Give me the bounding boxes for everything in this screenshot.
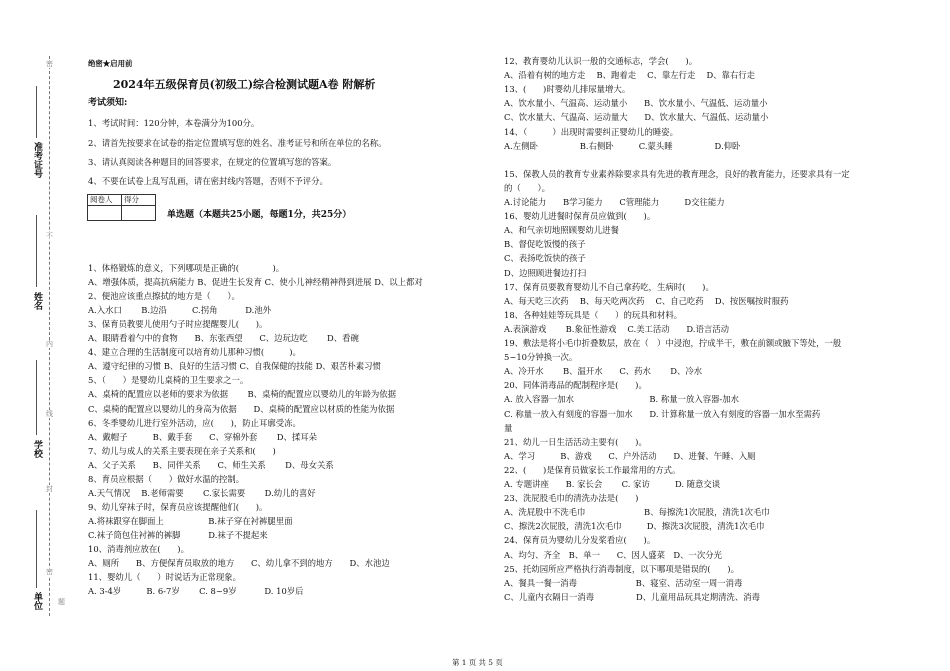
notice-item: 2、请首先按要求在试卷的指定位置填写您的姓名、准考证号和所在单位的名称。: [88, 138, 387, 148]
reviewer-header: 阅卷人: [88, 195, 122, 206]
question-line: A、餐具一餐一消毒 B、寝室、活动室一周一消毒: [504, 577, 743, 588]
question-line: B、督促吃饭慢的孩子: [504, 239, 586, 250]
school-line: [36, 360, 37, 435]
question-line: 5~10分钟换一次。: [504, 352, 578, 363]
seal-mark: 密: [46, 568, 53, 576]
question-line: A.左侧卧 B.右侧卧 C.蒙头睡 D.仰卧: [504, 140, 741, 151]
question-line: C、擦洗2次屁股，清洗1次毛巾 D、擦洗3次屁股，清洗1次毛巾: [504, 521, 765, 532]
question-line: 的（ ）。: [504, 182, 551, 193]
question-line: 量: [504, 422, 513, 433]
question-line: A、冷开水 B、温开水 C、药水 D、冷水: [504, 366, 703, 377]
page-title: 2024年五级保育员(初级工)综合检测试题A卷 附解析: [113, 78, 376, 91]
question-stem: 19、敷法是将小毛巾折叠数层，放在（ ）中浸泡，拧成半干，敷在前额或腋下等处，一般: [504, 338, 842, 348]
reviewer-cell[interactable]: [88, 206, 122, 221]
unit-line: [36, 510, 37, 588]
question-line: A、增强体质，提高抗病能力 B、促进生长发育 C、使小儿神经精神得到进展 D、以上都对: [88, 277, 423, 288]
question-stem: 1、体格锻炼的意义，下列哪项是正确的( )。: [88, 263, 285, 273]
question-stem: 9、幼儿穿袜子时，保育员应该提醒他们( )。: [88, 501, 268, 512]
question-line: A、沿着有树的地方走 B、跑着走 C、靠左行走 D、靠右行走: [504, 70, 756, 81]
question-stem: 6、冬季婴幼儿进行室外活动，应( )，防止耳廓受冻。: [88, 417, 301, 428]
seal-line: [49, 56, 50, 616]
question-stem: 10、消毒剂应放在( )。: [88, 544, 189, 554]
seal-mark: 不: [46, 232, 53, 240]
question-stem: 20、同体消毒品的配制程序是( )。: [504, 380, 647, 391]
question-line: A、厕所 B、方便保育员取放的地方 C、幼儿拿不到的地方 D、水池边: [88, 558, 390, 569]
question-line: A. 放入容器一加水 B. 称量一放入容器-加水: [504, 394, 740, 405]
score-table: [87, 194, 156, 221]
binding-strip: [0, 0, 72, 671]
name-line: [36, 215, 37, 287]
question-line: C、儿童内衣隔日一消毒 D、儿童用品玩具定期清洗、消毒: [504, 591, 760, 602]
question-stem: 15、保教人员的教育专业素养除要求具有先进的教育理念，良好的教育能力，还要求具有一定: [504, 168, 850, 179]
question-stem: 13、( )时婴幼儿排尿量增大。: [504, 84, 631, 95]
seal-mark: 密: [46, 60, 53, 68]
question-line: C、桌椅的配置应以婴幼儿的身高为依据 D、桌椅的配置应以材质的性能为依据: [88, 403, 395, 414]
unit-label: [32, 592, 43, 613]
question-line: A、桌椅的配置应以老师的要求为依据 B、桌椅的配置应以婴幼儿的年龄为依据: [88, 389, 396, 400]
question-line: A、每天吃三次药 B、每天吃两次药 C、自己吃药 D、按医嘱按时服药: [504, 295, 789, 306]
question-stem: 16、婴幼儿进餐时保育员应做到( )。: [504, 211, 656, 222]
question-stem: 25、托幼园所应严格执行消毒制度，以下哪项是错误的( )。: [504, 563, 739, 574]
question-stem: 7、幼儿与成人的关系主要表现在亲子关系和( ): [88, 445, 276, 456]
question-stem: 3、保育员教要儿使用勺子时应提醒婴儿( )。: [88, 319, 268, 330]
exam-number-label: [32, 142, 43, 181]
name-text: 姓名: [32, 292, 42, 310]
question-line: C、表扬吃饭快的孩子: [504, 253, 586, 264]
seal-mark: 题: [58, 598, 65, 606]
question-line: C. 称量一放入有刻度的容器一加水 D. 计算称量一放入有刻度的容器一加水至需药: [504, 408, 821, 419]
question-stem: 8、育员应根据（ ）做好水温的控制。: [88, 473, 245, 484]
seal-mark: 封: [46, 485, 53, 493]
question-line: A、洗屁股中不洗毛巾 B、每擦洗1次屁股，清洗1次毛巾: [504, 507, 770, 518]
score-header: 得分: [122, 195, 156, 206]
question-line: A、戴帽子 B、戴手套 C、穿棉外套 D、揉耳朵: [88, 431, 317, 442]
question-stem: 2、便池应该重点擦拭的地方是（ ）。: [88, 291, 240, 302]
question-line: A.表演游戏 B.象征性游戏 C.美工活动 D.语言活动: [504, 323, 729, 334]
question-line: D、边照顾进餐边打扫: [504, 267, 587, 278]
question-stem: 23、洗屁股毛巾的清洗办法是( ): [504, 493, 639, 504]
question-line: A、眼睛看着勺中的食物 B、东张西望 C、边玩边吃 D、看碗: [88, 333, 359, 344]
question-stem: 12、教育婴幼儿认识一般的交通标志，学会( )。: [504, 56, 698, 66]
question-line: A.天气情况 B.老师需要 C.家长需要 D.幼儿的喜好: [88, 487, 316, 498]
name-label: [32, 292, 43, 313]
question-stem: 18、各种娃娃等玩具是（ ）的玩具和材料。: [504, 309, 683, 320]
question-line: A、饮水量小、气温高、运动量小 B、饮水量小、气温低、运动量小: [504, 98, 768, 109]
exam-number-text: 准考证号: [32, 142, 42, 178]
question-stem: 11、婴幼儿（ ）时说话为正常现象。: [88, 572, 242, 583]
question-line: A、父子关系 B、同伴关系 C、师生关系 D、母女关系: [88, 459, 334, 470]
question-line: A、遵守纪律的习惯 B、良好的生活习惯 C、自我保健的技能 D、艰苦朴素习惯: [88, 361, 381, 372]
question-line: A.将袜跟穿在脚面上 B.袜子穿在衬裤腿里面: [88, 515, 293, 526]
notice-item: 1、考试时间：120分钟，本卷满分为100分。: [88, 118, 260, 128]
question-line: C.袜子筒包住衬裤的裤脚 D.袜子不提起来: [88, 529, 268, 540]
notice-item: 3、请认真阅读各种题目的回答要求，在规定的位置填写您的答案。: [88, 157, 337, 167]
section-title: 单选题（本题共25小题，每题1分，共25分）: [167, 210, 352, 220]
notice-item: 4、不要在试卷上乱写乱画，请在密封线内答题，否则不予评分。: [88, 176, 328, 186]
page-footer: 第 1 页 共 5 页: [452, 658, 503, 667]
question-line: A、学习 B、游戏 C、户外活动 D、进餐、午睡、入厕: [504, 450, 756, 461]
question-line: A. 3-4岁 B. 6-7岁 C. 8~9岁 D. 10岁后: [88, 586, 304, 597]
notice-heading: 考试须知:: [88, 98, 128, 108]
school-label: [32, 440, 43, 461]
school-text: 学校: [32, 440, 42, 458]
question-stem: 21、幼儿一日生活活动主要有( )。: [504, 436, 647, 447]
question-line: C、饮水量大、气温高、运动量大 D、饮水量大、气温低、运动量小: [504, 112, 769, 123]
question-stem: 14、（ ）出现时需要纠正婴幼儿的睡姿。: [504, 126, 678, 137]
seal-mark: 内: [46, 340, 53, 348]
question-line: A. 专题讲座 B. 家长会 C. 家访 D. 随意交谈: [504, 479, 721, 489]
question-line: A、和气亲切地照顾婴幼儿进餐: [504, 225, 619, 236]
question-stem: 22、( )是保育员做家长工作最常用的方式。: [504, 464, 681, 475]
question-line: A.入水口 B.边沿 C.拐角 D.池外: [88, 305, 272, 316]
exam-number-line: [36, 86, 37, 138]
question-stem: 5、（ ）是婴幼儿桌椅的卫生要求之一。: [88, 375, 249, 386]
question-stem: 17、保育员要教育婴幼儿不自己拿药吃，生病时( )。: [504, 281, 714, 292]
seal-mark: 线: [46, 410, 53, 418]
question-stem: 4、建立合理的生活制度可以培育幼儿那种习惯( )。: [88, 347, 301, 358]
unit-text: 单位: [32, 592, 42, 610]
score-cell[interactable]: [122, 206, 156, 221]
question-stem: 24、保育员为婴幼儿分发桨看应( )。: [504, 535, 656, 546]
question-line: A、均匀、齐全 B、单一 C、因人盛菜 D、一次分光: [504, 549, 722, 560]
question-line: A.讨论能力 B学习能力 C管理能力 D交往能力: [504, 197, 725, 207]
confidential-mark: 绝密★启用前: [88, 59, 133, 68]
